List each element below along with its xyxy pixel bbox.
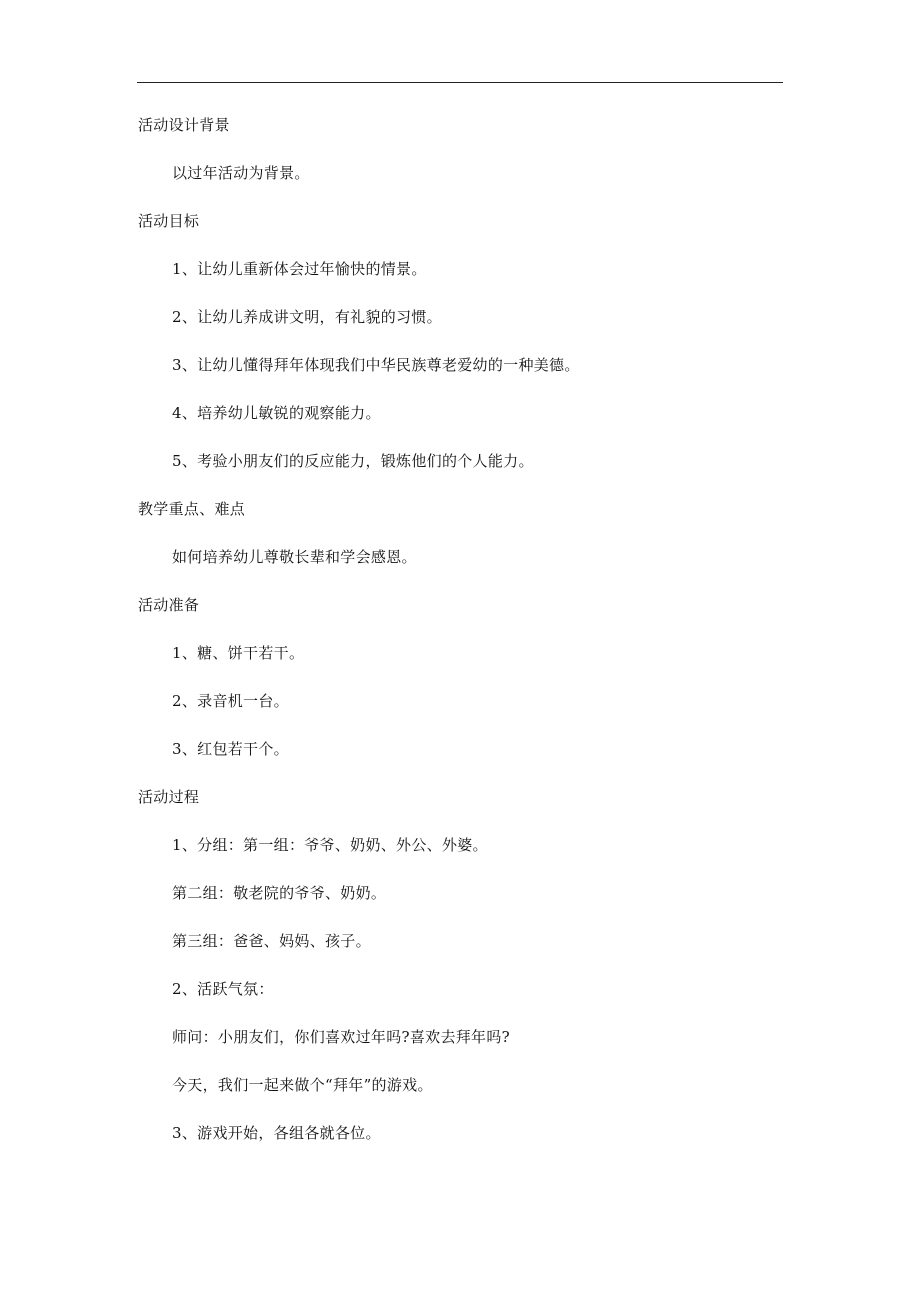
- header-rule: [137, 82, 783, 83]
- goal-item-4: 4、培养幼儿敏锐的观察能力。: [172, 404, 381, 422]
- section-heading-preparation: 活动准备: [138, 596, 200, 614]
- process-group-3: 第三组：爸爸、妈妈、孩子。: [172, 932, 371, 950]
- process-teacher-question: 师问：小朋友们，你们喜欢过年吗?喜欢去拜年吗?: [172, 1028, 510, 1046]
- goal-item-3: 3、让幼儿懂得拜年体现我们中华民族尊老爱幼的一种美德。: [172, 356, 580, 374]
- process-group-2: 第二组：敬老院的爷爷、奶奶。: [172, 884, 387, 902]
- section-heading-background: 活动设计背景: [138, 116, 230, 134]
- process-item-2: 2、活跃气氛：: [172, 980, 274, 998]
- process-today: 今天，我们一起来做个“拜年”的游戏。: [172, 1076, 433, 1094]
- process-item-1: 1、分组：第一组：爷爷、奶奶、外公、外婆。: [172, 836, 488, 854]
- preparation-item-2: 2、录音机一台。: [172, 692, 289, 710]
- preparation-item-3: 3、红包若干个。: [172, 740, 289, 758]
- section-heading-process: 活动过程: [138, 788, 200, 806]
- preparation-item-1: 1、糖、饼干若干。: [172, 644, 305, 662]
- section-heading-key-points: 教学重点、难点: [138, 500, 246, 518]
- goal-item-5: 5、考验小朋友们的反应能力，锻炼他们的个人能力。: [172, 452, 534, 470]
- section-heading-goals: 活动目标: [138, 212, 200, 230]
- process-item-3: 3、游戏开始，各组各就各位。: [172, 1124, 381, 1142]
- paragraph-background: 以过年活动为背景。: [172, 164, 310, 182]
- goal-item-1: 1、让幼儿重新体会过年愉快的情景。: [172, 260, 427, 278]
- paragraph-key-points: 如何培养幼儿尊敬长辈和学会感恩。: [172, 548, 417, 566]
- goal-item-2: 2、让幼儿养成讲文明，有礼貌的习惯。: [172, 308, 442, 326]
